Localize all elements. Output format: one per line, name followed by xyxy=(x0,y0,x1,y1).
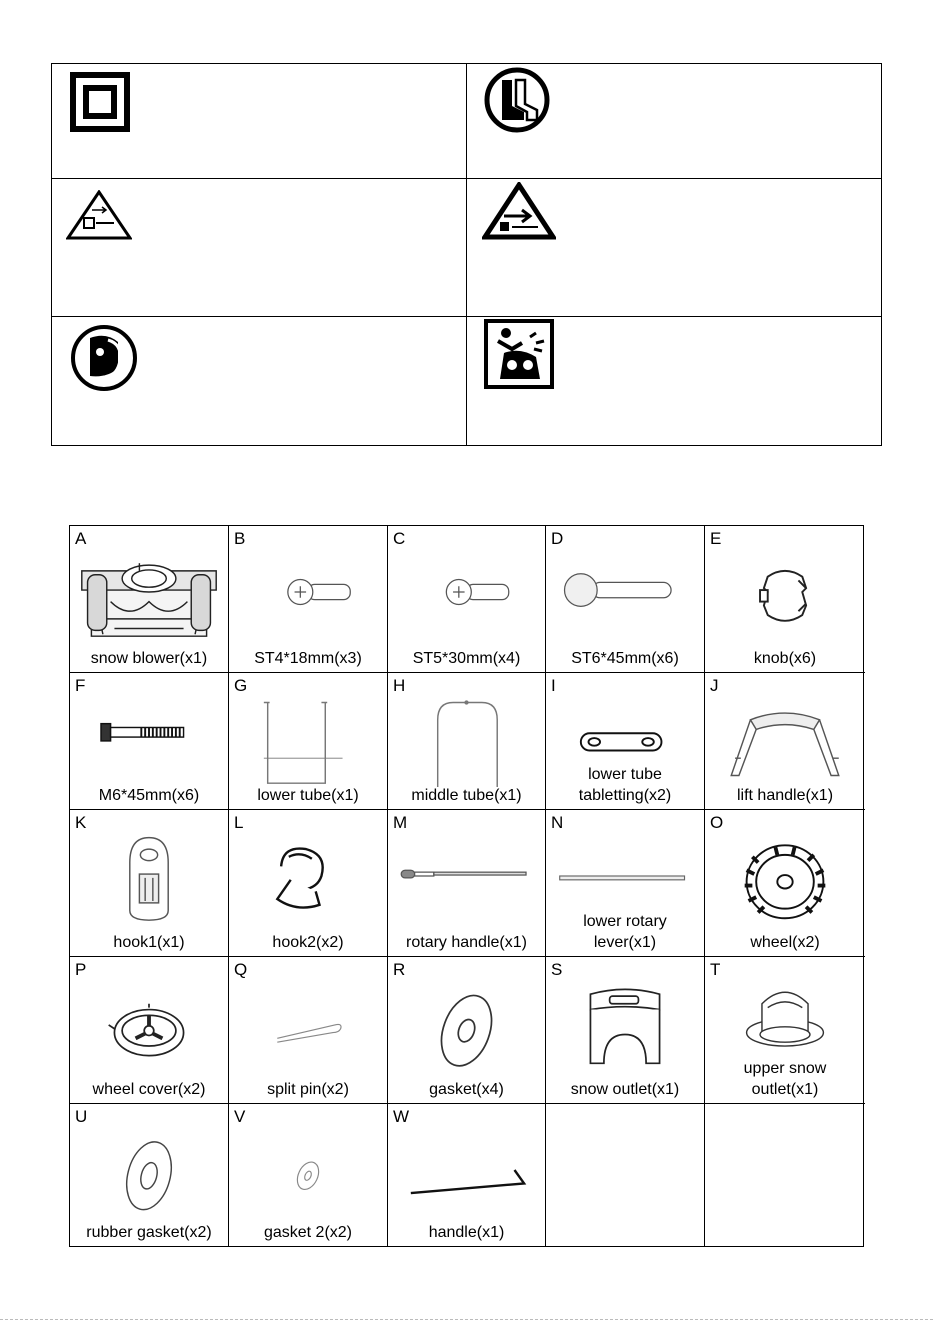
double-square-icon xyxy=(70,72,130,132)
parts-list-grid xyxy=(69,525,864,1247)
hex-key-icon xyxy=(388,1122,545,1218)
hex-bolt-icon xyxy=(70,691,228,787)
part-cell-u xyxy=(70,1104,229,1246)
part-cell-d xyxy=(546,526,705,673)
upper-snow-outlet-icon xyxy=(705,975,865,1071)
part-letter: R xyxy=(393,960,406,979)
part-letter: F xyxy=(75,676,86,695)
part-name: ST6*45mm(x6) xyxy=(571,650,679,667)
part-cell-w xyxy=(388,1104,546,1246)
face-shield-icon xyxy=(70,324,138,392)
safety-boots-icon xyxy=(480,66,554,134)
part-name: gasket(x4) xyxy=(429,1081,504,1098)
small-gasket-icon xyxy=(229,1122,387,1218)
snow-outlet-icon xyxy=(546,975,704,1071)
part-letter: J xyxy=(710,676,719,695)
part-cell-c xyxy=(388,526,546,673)
cord-warning-icon xyxy=(482,182,556,240)
part-name: wheel(x2) xyxy=(750,934,820,951)
part-cell-n xyxy=(546,810,705,957)
part-name: split pin(x2) xyxy=(267,1081,349,1098)
part-letter: C xyxy=(393,529,406,548)
part-name: snow blower(x1) xyxy=(90,650,208,667)
part-name: hook2(x2) xyxy=(272,934,344,951)
part-name: rotary handle(x1) xyxy=(406,934,527,951)
part-name: wheel cover(x2) xyxy=(92,1081,206,1098)
part-letter: H xyxy=(393,676,406,695)
part-letter: S xyxy=(551,960,563,979)
part-cell-f xyxy=(70,673,229,810)
snow-blower-icon xyxy=(70,544,228,640)
split-pin-icon xyxy=(229,975,387,1071)
part-name: lower tube(x1) xyxy=(257,787,359,804)
part-letter: P xyxy=(75,960,87,979)
part-letter: A xyxy=(75,529,87,548)
part-cell-k xyxy=(70,810,229,957)
part-name: ST5*30mm(x4) xyxy=(412,650,521,667)
part-letter: B xyxy=(234,529,246,548)
part-letter: O xyxy=(710,813,724,832)
part-cell-h xyxy=(388,673,546,810)
part-name: ST4*18mm(x3) xyxy=(254,650,362,667)
part-cell-v xyxy=(229,1104,388,1246)
part-cell-empty xyxy=(705,1104,865,1246)
part-name: knob(x6) xyxy=(753,650,817,667)
screw-icon xyxy=(388,544,545,640)
part-cell-g xyxy=(229,673,388,810)
knob-icon xyxy=(705,544,865,640)
part-name: middle tube(x1) xyxy=(411,787,522,804)
part-name: lower tube tabletting(x2) xyxy=(578,766,672,804)
part-letter: W xyxy=(393,1107,410,1126)
part-cell-q xyxy=(229,957,388,1104)
rubber-gasket-icon xyxy=(70,1122,228,1218)
part-cell-p xyxy=(70,957,229,1104)
part-cell-e xyxy=(705,526,865,673)
thrown-objects-icon xyxy=(484,319,554,389)
part-letter: T xyxy=(710,960,721,979)
part-name: hook1(x1) xyxy=(113,934,185,951)
rotary-handle-icon xyxy=(388,828,545,924)
part-cell-r xyxy=(388,957,546,1104)
rotary-lever-icon xyxy=(546,828,704,924)
hook1-icon xyxy=(70,828,228,924)
part-name: gasket 2(x2) xyxy=(263,1224,353,1241)
safety-symbols-table xyxy=(51,63,882,446)
part-letter: E xyxy=(710,529,722,548)
part-letter: V xyxy=(234,1107,246,1126)
part-letter: U xyxy=(75,1107,88,1126)
part-letter: Q xyxy=(234,960,248,979)
part-letter: D xyxy=(551,529,564,548)
part-cell-t xyxy=(705,957,865,1104)
part-name: handle(x1) xyxy=(428,1224,505,1241)
part-letter: I xyxy=(551,676,556,695)
part-cell-s xyxy=(546,957,705,1104)
lower-tube-icon xyxy=(229,691,387,787)
page-edge xyxy=(0,1319,933,1320)
part-cell-i xyxy=(546,673,705,810)
wheel-cover-icon xyxy=(70,975,228,1071)
part-name: lower rotary lever(x1) xyxy=(583,913,667,951)
part-letter: M xyxy=(393,813,408,832)
part-cell-o xyxy=(705,810,865,957)
table-divider xyxy=(466,64,467,445)
part-name: rubber gasket(x2) xyxy=(86,1224,212,1241)
table-divider xyxy=(52,178,881,179)
part-letter: L xyxy=(234,813,244,832)
part-letter: G xyxy=(234,676,248,695)
middle-tube-icon xyxy=(388,691,545,787)
part-cell-m xyxy=(388,810,546,957)
part-name: M6*45mm(x6) xyxy=(98,787,200,804)
part-cell-empty xyxy=(546,1104,705,1246)
part-name: upper snow outlet(x1) xyxy=(743,1060,827,1098)
wheel-icon xyxy=(705,828,865,924)
gasket-icon xyxy=(388,975,545,1071)
part-letter: K xyxy=(75,813,87,832)
bolt-icon xyxy=(546,544,704,640)
part-cell-l xyxy=(229,810,388,957)
lift-handle-icon xyxy=(705,691,865,787)
hook2-icon xyxy=(229,828,387,924)
part-cell-b xyxy=(229,526,388,673)
table-divider xyxy=(52,316,881,317)
part-name: lift handle(x1) xyxy=(736,787,834,804)
part-name: snow outlet(x1) xyxy=(570,1081,680,1098)
unplug-warning-icon xyxy=(66,190,132,240)
part-cell-a xyxy=(70,526,229,673)
part-letter: N xyxy=(551,813,564,832)
screw-icon xyxy=(229,544,387,640)
part-cell-j xyxy=(705,673,865,810)
